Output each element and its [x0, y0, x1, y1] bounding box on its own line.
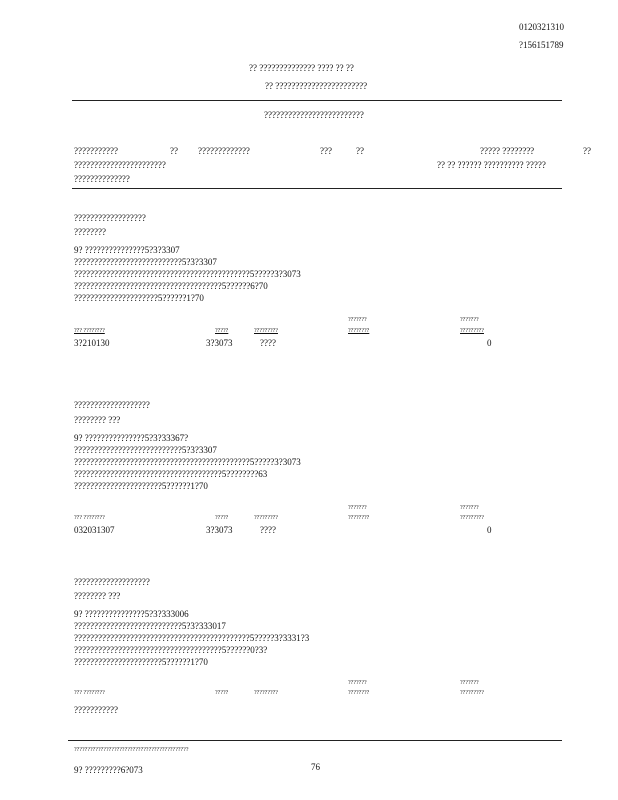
column-header: ????????: [348, 328, 370, 334]
column-header-top: ???????: [348, 680, 367, 686]
column-header-top: ???????: [348, 505, 367, 511]
info-row-2-left: ???????????????????????: [74, 160, 166, 170]
page-number: 76: [311, 762, 320, 772]
block-subheading: ???????? ???: [74, 591, 121, 601]
block-line: ???????????????????????????5?3?333017: [74, 621, 226, 631]
section-title: ?????????????????????????: [264, 110, 364, 120]
block-line: ????????????????????????????????????????????5?????3?3073: [74, 457, 301, 467]
column-header: ??? ????????: [74, 690, 105, 696]
block-line: ???????????????????????????5?3?3307: [74, 445, 217, 455]
block-line: ??????????????????????5??????1?70: [74, 481, 208, 491]
block-heading: ??????????????????: [74, 213, 146, 223]
block-line: ?????????????????????????????????????5??????0?3?: [74, 645, 268, 655]
info-label-3: ?????????????: [198, 146, 250, 156]
value-cell: 3?210130: [74, 338, 110, 348]
block-line: 9? ???????????????5?3?33367?: [74, 433, 189, 443]
column-header: ??? ????????: [74, 328, 105, 334]
document-subtitle: ?? ???????????????????????: [265, 81, 368, 91]
footer-bottom-text: 9? ?????????6?073: [74, 765, 143, 775]
value-cell: ????: [260, 338, 276, 348]
column-header: ?????????: [460, 328, 484, 334]
info-divider: [72, 188, 562, 189]
block-line: ??????????????????????5??????1?70: [74, 657, 208, 667]
column-header: ????????: [348, 690, 370, 696]
block-line: ?????????????????????????????????????5????????63: [74, 469, 268, 479]
column-header: ??? ????????: [74, 515, 105, 521]
info-label-6: ????? ????????: [480, 146, 535, 156]
info-label-7: ??: [583, 146, 591, 156]
reference-number-1: 0120321310: [519, 22, 564, 32]
column-header: ?????: [215, 690, 229, 696]
document-title: ?? ?????????????? ???? ?? ??: [249, 63, 354, 73]
footer-divider: [68, 740, 562, 741]
block-heading: ???????????????????: [74, 400, 150, 410]
column-header: ?????????: [254, 690, 278, 696]
info-label-2: ??: [170, 146, 178, 156]
value-cell: 3?3073: [206, 525, 233, 535]
block-line: ?????????????????????5??????1?70: [74, 293, 204, 303]
value-cell: 0: [487, 525, 492, 535]
info-label-4: ???: [320, 146, 332, 156]
block-subheading: ????????: [74, 227, 106, 237]
footer-note: ???????????????????????????????????????????: [74, 747, 189, 753]
column-header: ?????: [215, 515, 229, 521]
column-header-top: ???????: [460, 505, 479, 511]
value-cell: 032031307: [74, 525, 115, 535]
column-header-top: ???????: [460, 680, 479, 686]
value-cell: 3?3073: [206, 338, 233, 348]
column-header: ?????: [215, 328, 229, 334]
value-cell: ???????????: [74, 705, 118, 715]
column-header: ?????????: [254, 328, 278, 334]
column-header-top: ???????: [348, 317, 367, 323]
block-line: ????????????????????????????????????????????5?????3?3331?3: [74, 633, 310, 643]
value-cell: 0: [487, 338, 492, 348]
column-header: ?????????: [460, 690, 484, 696]
block-heading: ???????????????????: [74, 577, 150, 587]
block-line: ????????????????????????????????????????????5?????3?3073: [74, 269, 301, 279]
reference-number-2: ?156151789: [519, 40, 564, 50]
column-header-top: ???????: [460, 317, 479, 323]
block-line: 9? ???????????????5?3?3307: [74, 245, 180, 255]
column-header: ????????: [348, 515, 370, 521]
info-row-3: ??????????????: [74, 174, 130, 184]
block-line: ?????????????????????????????????????5??????6?70: [74, 281, 268, 291]
column-header: ?????????: [254, 515, 278, 521]
block-subheading: ???????? ???: [74, 415, 121, 425]
info-row-2-right: ?? ?? ?????? ?????????? ?????: [437, 160, 546, 170]
block-line: ???????????????????????????5?3?3307: [74, 257, 217, 267]
block-line: 9? ???????????????5?3?333006: [74, 609, 189, 619]
info-label-1: ???????????: [74, 146, 118, 156]
column-header: ?????????: [460, 515, 484, 521]
header-divider: [72, 100, 562, 101]
info-label-5: ??: [356, 146, 364, 156]
value-cell: ????: [260, 525, 276, 535]
